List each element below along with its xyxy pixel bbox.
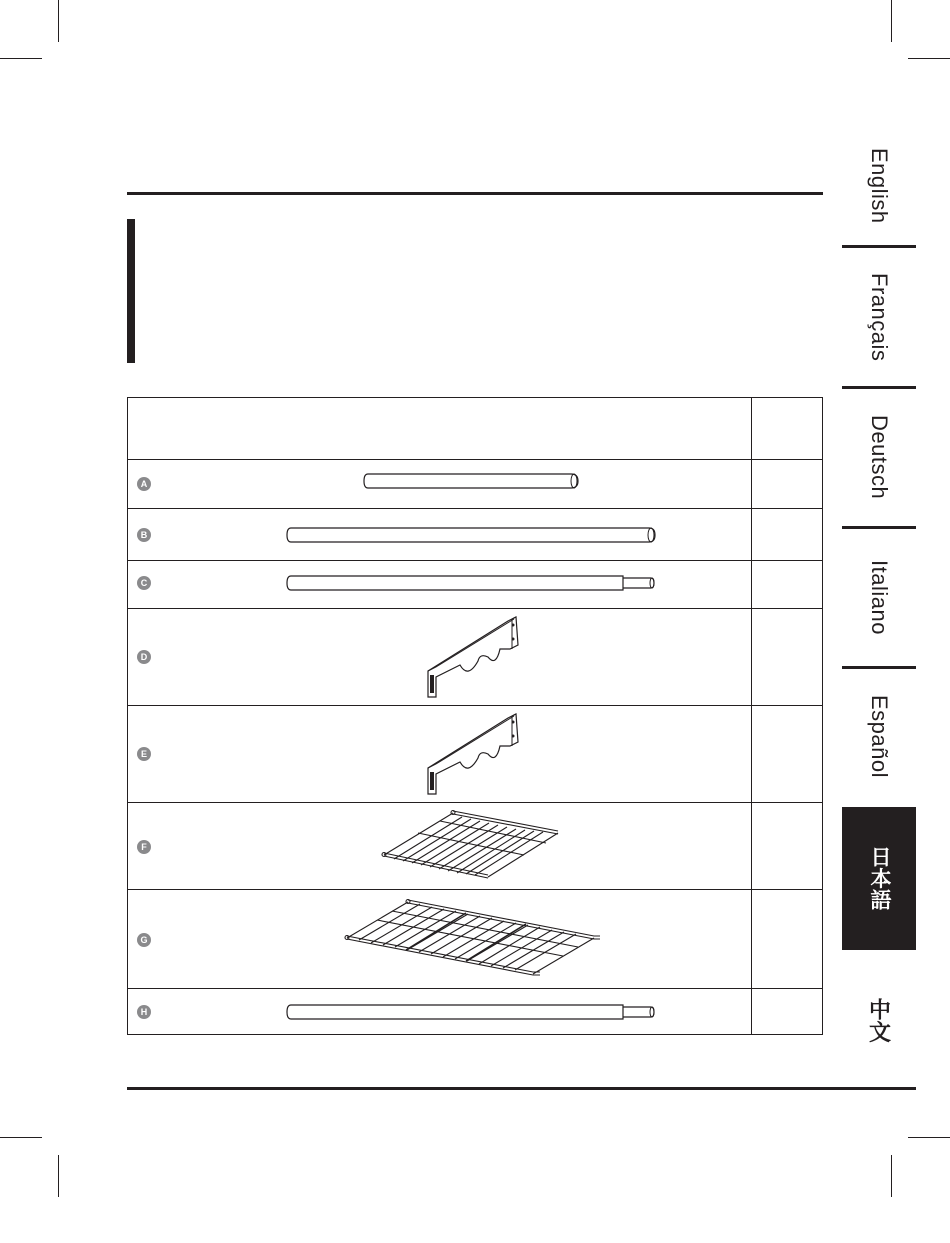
bracket-drawing: [128, 609, 751, 705]
table-row: [128, 802, 822, 889]
language-tab-italian[interactable]: [842, 532, 916, 662]
tab-divider: [842, 245, 916, 248]
part-letter-badge: B: [137, 528, 151, 542]
language-tab-label: Français: [867, 272, 892, 362]
language-tab-label: English: [867, 148, 892, 224]
language-tab-spanish[interactable]: [842, 672, 916, 802]
crop-mark: [908, 58, 950, 59]
table-row: [128, 705, 822, 802]
language-tab-japanese[interactable]: [842, 807, 916, 950]
language-tab-german[interactable]: [842, 392, 916, 522]
table-row: [128, 608, 822, 705]
wire-shelf-drawing: [128, 890, 751, 988]
language-tab-label: Español: [867, 695, 892, 779]
language-tab-label: 中文: [866, 997, 892, 1043]
wire-shelf-drawing: [128, 803, 751, 889]
crop-mark: [0, 58, 42, 59]
tab-divider: [842, 526, 916, 529]
table-row: [128, 508, 822, 560]
crop-mark: [891, 0, 892, 42]
language-tab-label: Italiano: [867, 559, 892, 635]
part-letter-badge: D: [137, 650, 151, 664]
part-letter-badge: A: [137, 477, 151, 491]
bracket-drawing: [128, 706, 751, 802]
part-letter-badge: H: [137, 1005, 151, 1019]
table-row: [128, 459, 822, 508]
part-letter-badge: F: [137, 840, 151, 854]
crop-mark: [58, 0, 59, 42]
part-letter-badge: E: [137, 747, 151, 761]
stepped-tube-drawing: [128, 989, 751, 1034]
stepped-tube-drawing: [128, 561, 751, 607]
table-row: [128, 889, 822, 988]
table-row: [128, 988, 822, 1034]
tab-divider: [842, 666, 916, 669]
crop-mark: [891, 1155, 892, 1197]
short-tube-drawing: [128, 460, 751, 508]
crop-mark: [908, 1137, 950, 1138]
language-tab-label: Deutsch: [867, 414, 892, 500]
parts-table: [127, 397, 823, 1035]
header-rule: [127, 192, 823, 195]
language-tab-label: 日本語: [868, 846, 891, 911]
section-accent-bar: [127, 219, 135, 363]
language-tab-chinese[interactable]: [842, 980, 916, 1060]
language-tab-english[interactable]: [842, 130, 916, 242]
part-letter-badge: G: [137, 933, 151, 947]
crop-mark: [0, 1137, 42, 1138]
crop-mark: [58, 1155, 59, 1197]
table-row: [128, 560, 822, 608]
footer-rule: [127, 1087, 916, 1090]
part-letter-badge: C: [137, 576, 151, 590]
language-tab-french[interactable]: [842, 252, 916, 382]
long-tube-drawing: [128, 509, 751, 559]
tab-divider: [842, 386, 916, 389]
table-header-row: [128, 398, 822, 459]
